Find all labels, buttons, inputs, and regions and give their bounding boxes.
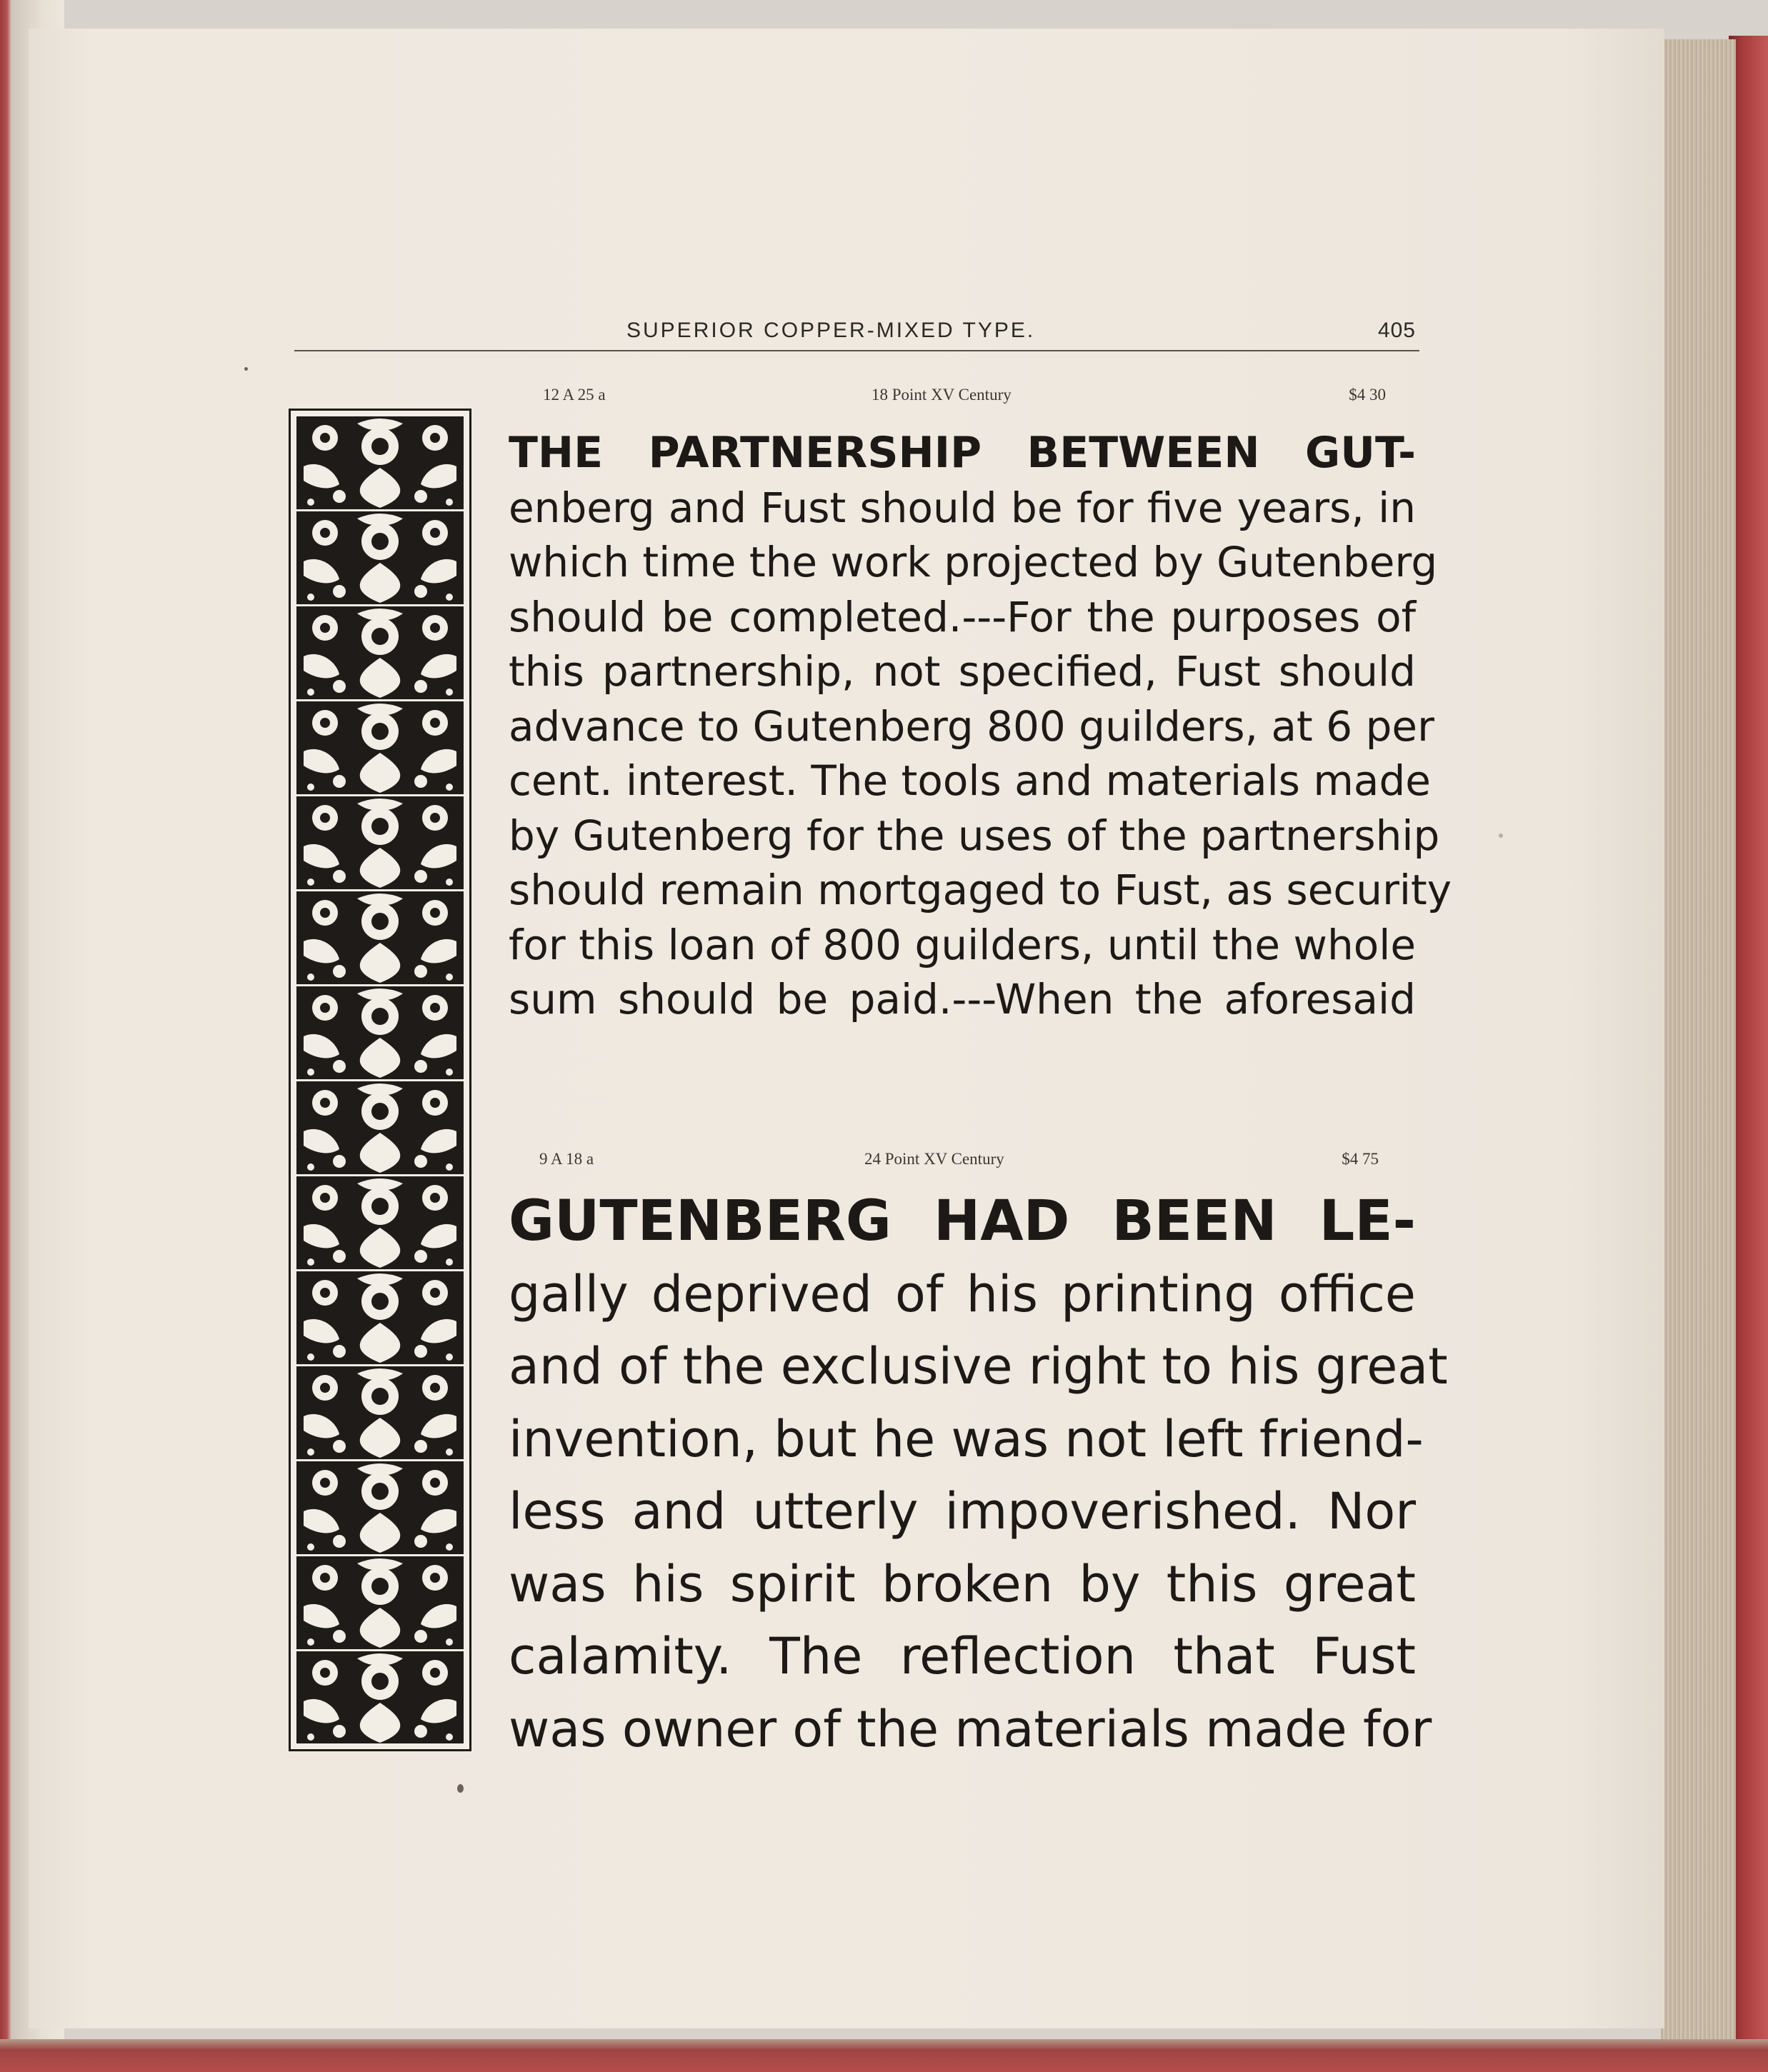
- specimen-1-line: for this loan of 800 guilders, until the whole: [509, 920, 1416, 969]
- specimen-2-spec-line: [539, 1150, 1386, 1176]
- specimen-1-line: enberg and Fust should be for five years, in: [509, 483, 1416, 532]
- specimen-1-fonts-count: 12 A 25 a: [543, 386, 606, 404]
- specimen-1-price: $4 30: [1349, 386, 1386, 404]
- specimen-1-line: by Gutenberg for the uses of the partnership: [509, 811, 1440, 860]
- floral-ornament-icon: [296, 416, 464, 1743]
- specimen-1-line: this partnership, not specified, Fust should: [509, 647, 1416, 696]
- specimen-1-line: cent. interest. The tools and materials made: [509, 756, 1431, 805]
- specimen-1-line: should remain mortgaged to Fust, as security: [509, 866, 1452, 914]
- specimen-2-line: less and utterly impoverished. Nor: [509, 1482, 1416, 1541]
- specimen-2-line: and of the exclusive right to his great: [509, 1337, 1448, 1396]
- specimen-1-text: [509, 426, 1452, 1027]
- running-head-title: SUPERIOR COPPER-MIXED TYPE.: [626, 319, 1036, 342]
- specimen-2-line: was owner of the materials made for: [509, 1699, 1432, 1758]
- specimen-2-line: gally deprived of his printing office: [509, 1264, 1416, 1323]
- specimen-1-line: which time the work projected by Gutenberg: [509, 538, 1438, 586]
- specimen-2-line: invention, but he was not left friend-: [509, 1409, 1424, 1468]
- specimen-2-price: $4 75: [1342, 1150, 1379, 1168]
- ink-speck: [244, 367, 248, 371]
- specimen-2-line: GUTENBERG HAD BEEN LE-: [509, 1189, 1416, 1253]
- specimen-1-spec-line: [543, 386, 1386, 411]
- ink-speck: [1499, 834, 1503, 838]
- specimen-2-line: calamity. The reflection that Fust: [509, 1627, 1416, 1686]
- specimen-2-text: [509, 1186, 1448, 1766]
- specimen-2-size-name: 24 Point XV Century: [864, 1150, 1004, 1168]
- specimen-2-line: was his spirit broken by this great: [509, 1554, 1416, 1613]
- book-cover-bottom: [0, 2039, 1768, 2072]
- specimen-1-line: should be completed.---For the purposes of: [509, 592, 1416, 641]
- page-edges: [1661, 39, 1736, 2039]
- specimen-1-size-name: 18 Point XV Century: [871, 386, 1012, 404]
- specimen-2-fonts-count: 9 A 18 a: [539, 1150, 594, 1168]
- specimen-1-line: sum should be paid.---When the aforesaid: [509, 975, 1416, 1024]
- page-number: 405: [1377, 319, 1416, 342]
- ornamental-border-panel: [289, 409, 471, 1751]
- running-head: [294, 314, 1419, 351]
- ink-speck: [457, 1784, 464, 1793]
- specimen-1-line: advance to Gutenberg 800 guilders, at 6 per: [509, 701, 1434, 751]
- specimen-1-line: THE PARTNERSHIP BETWEEN GUT-: [509, 428, 1416, 478]
